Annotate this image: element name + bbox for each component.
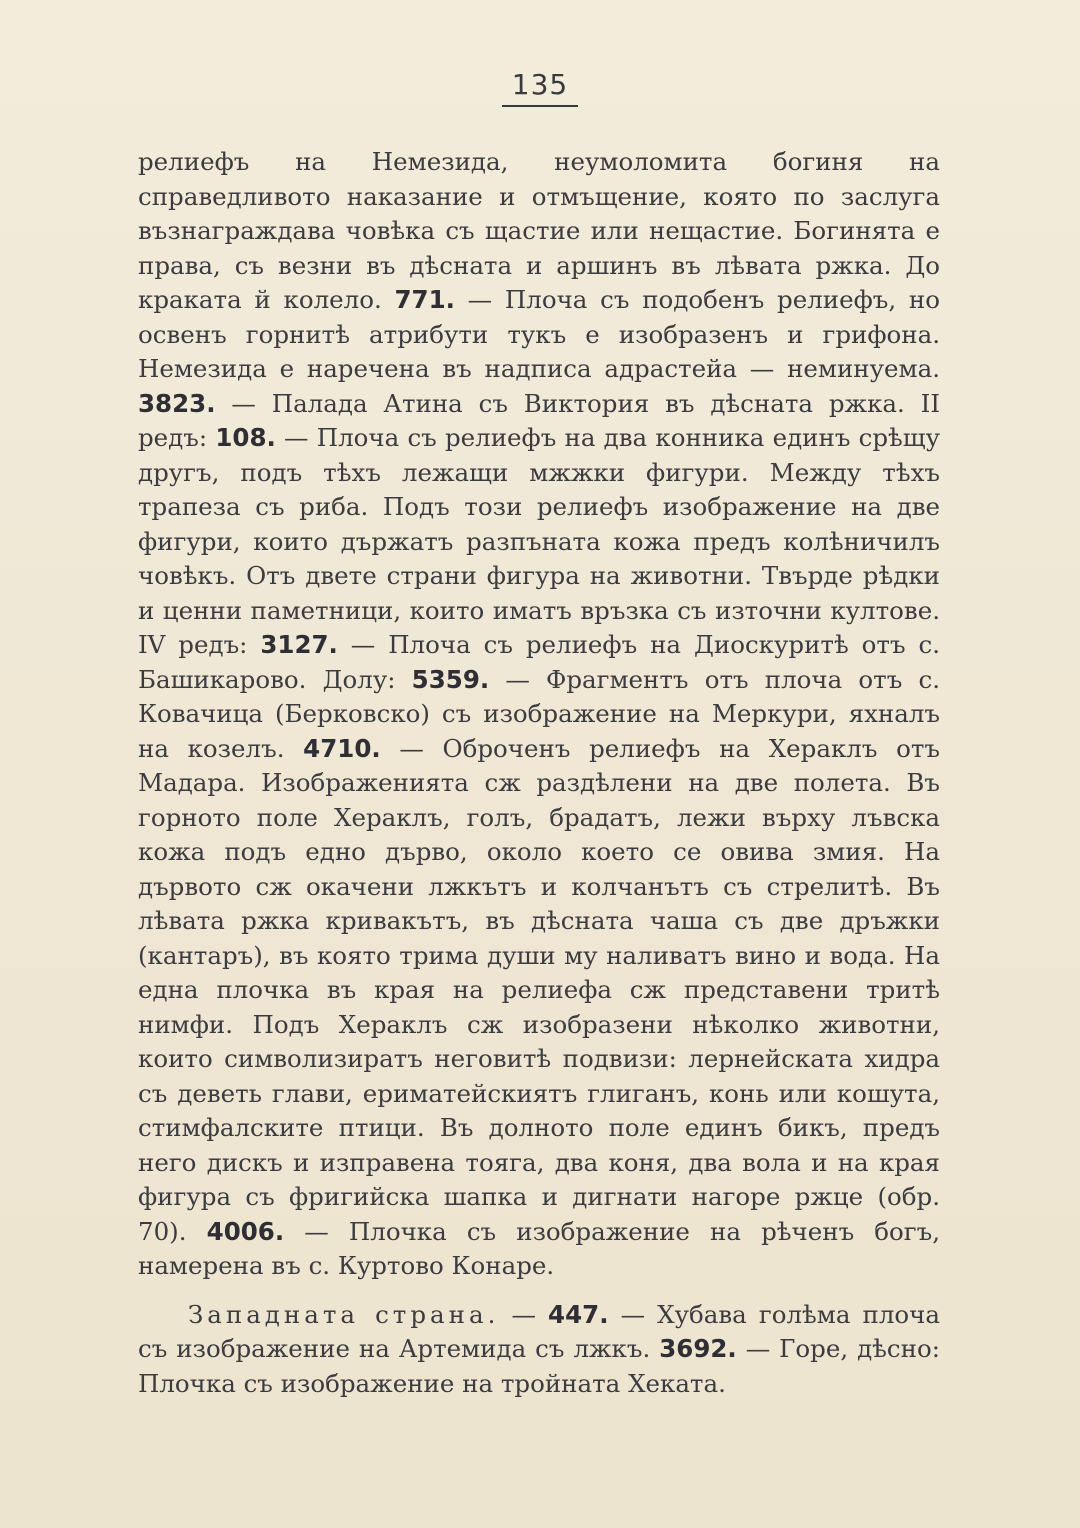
inventory-number: 108.	[215, 423, 276, 452]
text-segment: — Горе, дѣсно: Плочка съ изображение на тройната Хеката.	[138, 1334, 940, 1398]
text-segment: —	[499, 1299, 549, 1329]
page-header	[0, 68, 1080, 107]
inventory-number: 3692.	[659, 1334, 737, 1363]
text-segment: — Фрагментъ отъ плоча отъ с. Ковачица (Берковско) съ изображение на Меркури, яхналъ на козелъ.	[138, 664, 940, 763]
page-number: 135	[502, 68, 578, 107]
paragraph-reliefs	[138, 145, 940, 1284]
text-segment: — Плоча съ подобенъ релиефъ, но освенъ горнитѣ атрибути тукъ е изобразенъ и грифона. Немезида е наречена въ надписа адрастейа — неминуема.	[138, 285, 940, 383]
section-heading: Западната страна.	[188, 1299, 500, 1329]
text-segment: — Оброченъ релиефъ на Хераклъ отъ Мадара. Изображенията сж раздѣлени на две полета. Въ горното поле Хераклъ, голъ, брадатъ, лежи върху лъвска кожа подъ едно дърво, около което се овива змия. На дървото сж окачени лжкътъ и колчанътъ съ стрелитѣ. Въ лѣвата ржка кривакътъ, въ дѣсната чаша съ две дръжки (кантаръ), въ която трима души му наливатъ вино и вода. На една плочка въ края на релиефа сж представени тритѣ нимфи. Подъ Хераклъ сж изобразени нѣколко животни, които символизиратъ неговитѣ подвизи: лернейската хидра съ деветь глави, ериматейскиятъ глиганъ, конь или кошута, стимфалските птици. Въ долното поле единъ бикъ, предъ него дискъ и изправена тояга, два коня, два вола и на края фигура съ фригийска шапка и дигнати нагоре ржце (обр. 70).	[138, 733, 940, 1246]
inventory-number: 4710.	[303, 733, 381, 763]
text-segment: — Плоча съ релиефъ на Диоскуритѣ отъ с. Башикарово. Долу:	[138, 630, 941, 694]
inventory-number: 771.	[394, 285, 455, 314]
text-segment: — Палада Атина съ Виктория въ дѣсната ржка. II редъ:	[138, 388, 940, 452]
text-segment: — Хубава голѣма плоча съ изображение на Артемида съ лжкъ.	[138, 1299, 940, 1363]
inventory-number: 447.	[548, 1299, 609, 1329]
paragraph-west-side	[138, 1298, 940, 1402]
text-segment: — Плоча съ релиефъ на два конника единъ срѣщу другъ, подъ тѣхъ лежащи мжжки фигури. Между тѣхъ трапеза съ риба. Подъ този релиефъ изображение на две фигури, които държатъ разпъната кожа предъ колѣничилъ човѣкъ. Отъ двете страни фигура на животни. Твърде рѣдки и ценни паметници, които иматъ връзка съ източни култове. IV редъ:	[138, 423, 940, 659]
text-segment: — Плочка съ изображение на рѣченъ богъ, намерена въ с. Куртово Конаре.	[138, 1216, 940, 1280]
page-body	[138, 145, 940, 1401]
inventory-number: 4006.	[206, 1216, 285, 1246]
inventory-number: 3127.	[260, 630, 338, 659]
text-segment: релиефъ на Немезида, неумоломита богиня на справедливото наказание и отмъщение, която по заслуга възнаграждава човѣка съ щастие или нещастие. Богинята е права, съ везни въ дѣсната и аршинъ въ лѣвата ржка. До краката й колело.	[138, 147, 940, 314]
inventory-number: 3823.	[138, 388, 216, 418]
inventory-number: 5359.	[411, 664, 490, 694]
